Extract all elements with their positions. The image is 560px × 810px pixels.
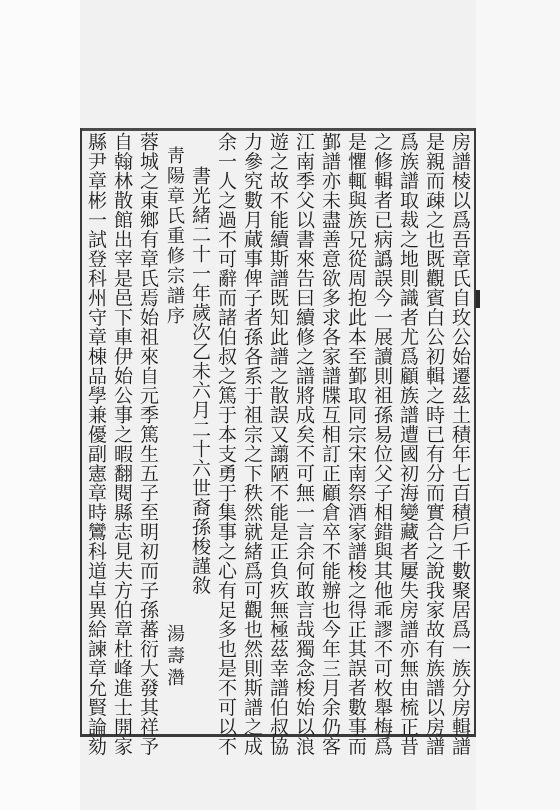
right-border-rule: [474, 128, 476, 737]
text-column-9: 力參究數月蕆事俾子者孫各系于祖宗之下秩然就緒爲可觀也然則斯譜之成: [241, 132, 263, 756]
right-margin: [476, 0, 560, 810]
text-column-1: 房譜棱以爲吾章氏自玫公始遷茲土積年七百積戶千數聚居爲一族分房輯譜: [449, 132, 471, 756]
left-border-rule: [80, 128, 82, 737]
text-column-3: 爲族譜取裁之地則識者尤爲顧族譜遭國初海變藏者屢失房譜亦無由梳正昔: [397, 132, 419, 756]
preface-column-1: 蓉城之東鄉有章氏焉始祖來自元季篤生五子至明初而子孫蕃衍大發其祥予: [137, 132, 159, 756]
text-column-5: 是懼輒與族兄從周抱此本至鄞取同宗宋南祭酒家譜梭之得正其誤者數事而: [345, 132, 367, 756]
binding-mark: [476, 290, 480, 308]
text-column-10: 余一人之過不可辭而諸伯叔之篤于本支勇于集事之心有足多也是不可以不: [215, 132, 237, 756]
preface-column-3: 縣尹章彬一試登科州守章棟品學兼優副憲章時鸞科道卓異給諫章允賢論劾: [85, 132, 107, 756]
text-column-4: 之修輯者已病譌誤今一展讀則祖孫易位父子相錯與其他乖謬不可枚舉梅爲: [371, 132, 393, 756]
top-border-rule: [80, 128, 476, 131]
vertical-text-block: [85, 132, 472, 756]
left-gutter: [0, 0, 80, 810]
date-column: 書光緒二十一年歲次乙未六月二十六世裔孫梭謹敘: [189, 166, 211, 595]
text-column-6: 鄞譜亦未盡善意欲多求各家譜牒互相訂正顧倉卒不能辦也今年三月余仍客: [319, 132, 341, 756]
author-name: 湯壽濳: [164, 624, 185, 690]
text-column-7: 江南季父以書來告曰續修之譜將成矣不可無一言余何敢言哉獨念梭始以浪: [293, 132, 315, 756]
text-column-2: 是親而疎之也既觀賓白公初輯之時已有分而實合之說我家故有族譜以房譜: [423, 132, 445, 756]
preface-title: 靑陽章氏重修宗譜序: [164, 146, 185, 326]
text-column-8: 遊之故不能續斯譜既知此譜之散誤又譾陋不能是正負疚無極茲幸譜伯叔協: [267, 132, 289, 756]
preface-column-2: 自翰林散館出宰是邑下車伊始公事之暇翻閱縣志見夫方伯章杜峰進士開家: [111, 132, 133, 756]
